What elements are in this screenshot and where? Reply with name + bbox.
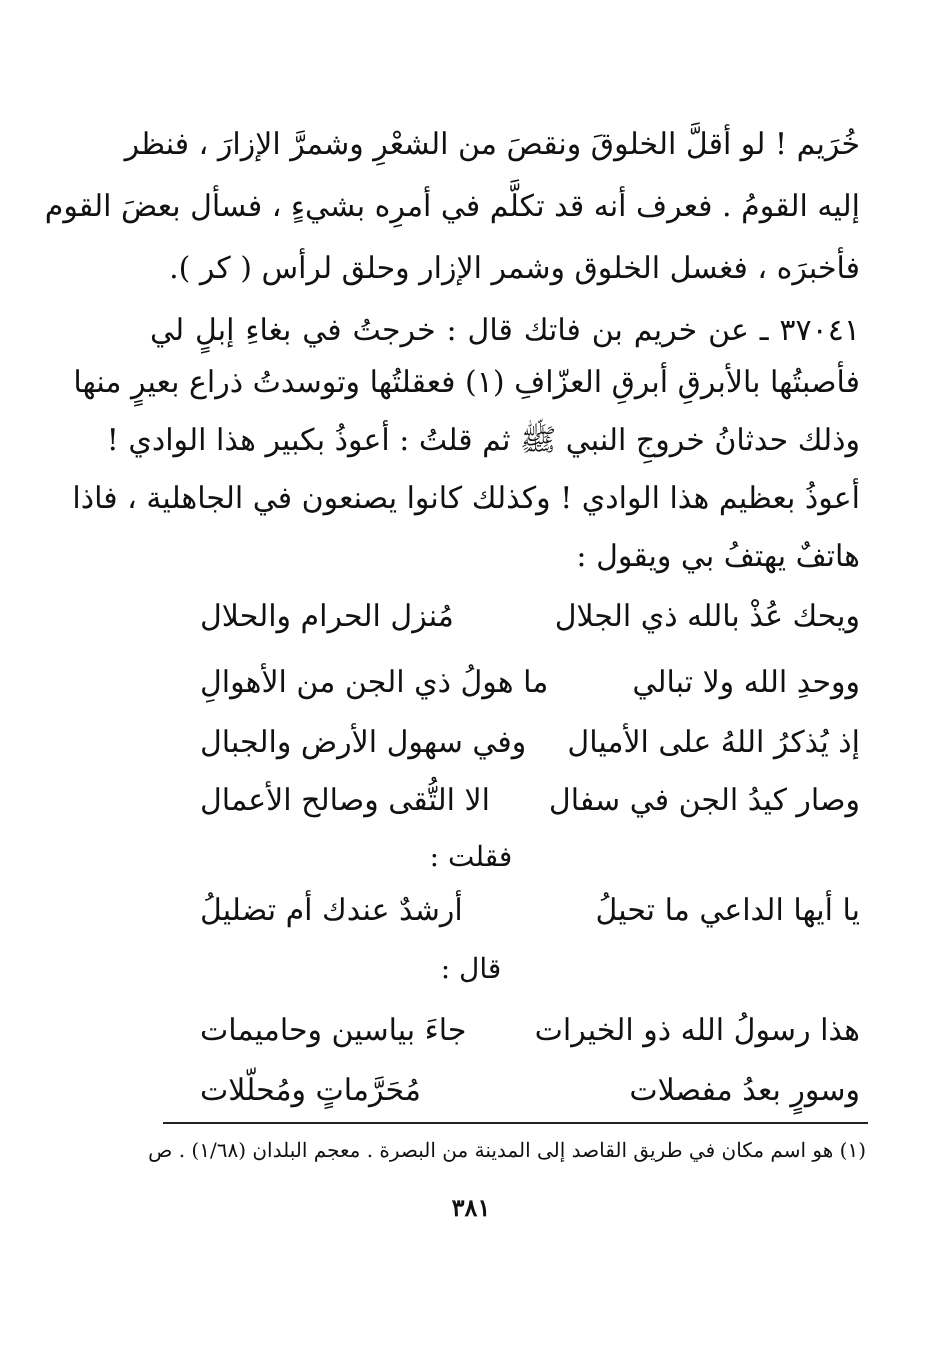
body-line-6: وذلك حدثانُ خروجِ النبي ﷺ ثم قلتُ : أعوذُ بكبير هذا الوادي ! xyxy=(106,423,860,458)
verse-second-hemistich: أرشدٌ عندك أم تضليلُ xyxy=(200,893,463,928)
verse-line xyxy=(200,880,860,942)
verse-line xyxy=(200,1000,860,1062)
body-line-3: فأخبرَه ، فغسل الخلوق وشمر الإزار وحلق لرأس ( كر ). xyxy=(169,251,860,286)
verse-second-hemistich: مُحَرَّماتٍ ومُحلّلات xyxy=(200,1073,421,1108)
verse-second-hemistich: الا التُّقى وصالح الأعمال xyxy=(200,783,490,818)
verse-first-hemistich: ووحدِ الله ولا تبالي xyxy=(632,665,860,700)
speaker-label: قال : xyxy=(440,952,502,985)
body-line-4: ٣٧٠٤١ ـ عن خريم بن فاتك قال : خرجتُ في بغاءِ إبلٍ لي xyxy=(150,313,860,348)
verse-line xyxy=(200,652,860,714)
verse-first-hemistich: هذا رسولُ الله ذو الخيرات xyxy=(534,1013,860,1048)
footnote-divider xyxy=(163,1122,868,1124)
verse-line xyxy=(200,712,860,774)
verse-first-hemistich: ويحك عُذْ بالله ذي الجلال xyxy=(554,599,860,634)
verse-second-hemistich: جاءَ بياسين وحاميمات xyxy=(200,1013,467,1048)
body-line-2: إليه القومُ . فعرف أنه قد تكلَّم في أمرِه بشيءٍ ، فسأل بعضَ القوم xyxy=(44,189,860,224)
page-number: ٣٨١ xyxy=(451,1193,491,1222)
verse-first-hemistich: إذ يُذكرُ اللهُ على الأميال xyxy=(567,725,860,760)
body-line-8: هاتفٌ يهتفُ بي ويقول : xyxy=(576,539,860,574)
verse-first-hemistich: وسورٍ بعدُ مفصلات xyxy=(629,1073,860,1108)
verse-first-hemistich: وصار كيدُ الجن في سفال xyxy=(548,783,860,818)
verse-line xyxy=(200,1060,860,1122)
body-line-7: أعوذُ بعظيم هذا الوادي ! وكذلك كانوا يصنعون في الجاهلية ، فاذا xyxy=(72,481,860,516)
footnote: (١) هو اسم مكان في طريق القاصد إلى المدينة من البصرة . معجم البلدان (١/٦٨) . ص xyxy=(148,1138,866,1162)
verse-line xyxy=(200,586,860,648)
verse-first-hemistich: يا أيها الداعي ما تحيلُ xyxy=(595,893,860,928)
body-line-1: خُرَيم ! لو أقلَّ الخلوقَ ونقصَ من الشعْرِ وشمرَّ الإزارَ ، فنظر xyxy=(124,127,860,162)
verse-second-hemistich: وفي سهول الأرض والجبال xyxy=(200,725,527,760)
verse-second-hemistich: ما هولُ ذي الجن من الأهوالِ xyxy=(200,665,549,700)
body-line-5: فأصبتُها بالأبرقِ أبرقِ العزّافِ (١) فعقلتُها وتوسدتُ ذراع بعيرٍ منها xyxy=(73,365,860,400)
speaker-label: فقلت : xyxy=(429,840,513,873)
verse-line xyxy=(200,770,860,832)
verse-second-hemistich: مُنزل الحرام والحلال xyxy=(200,599,454,634)
